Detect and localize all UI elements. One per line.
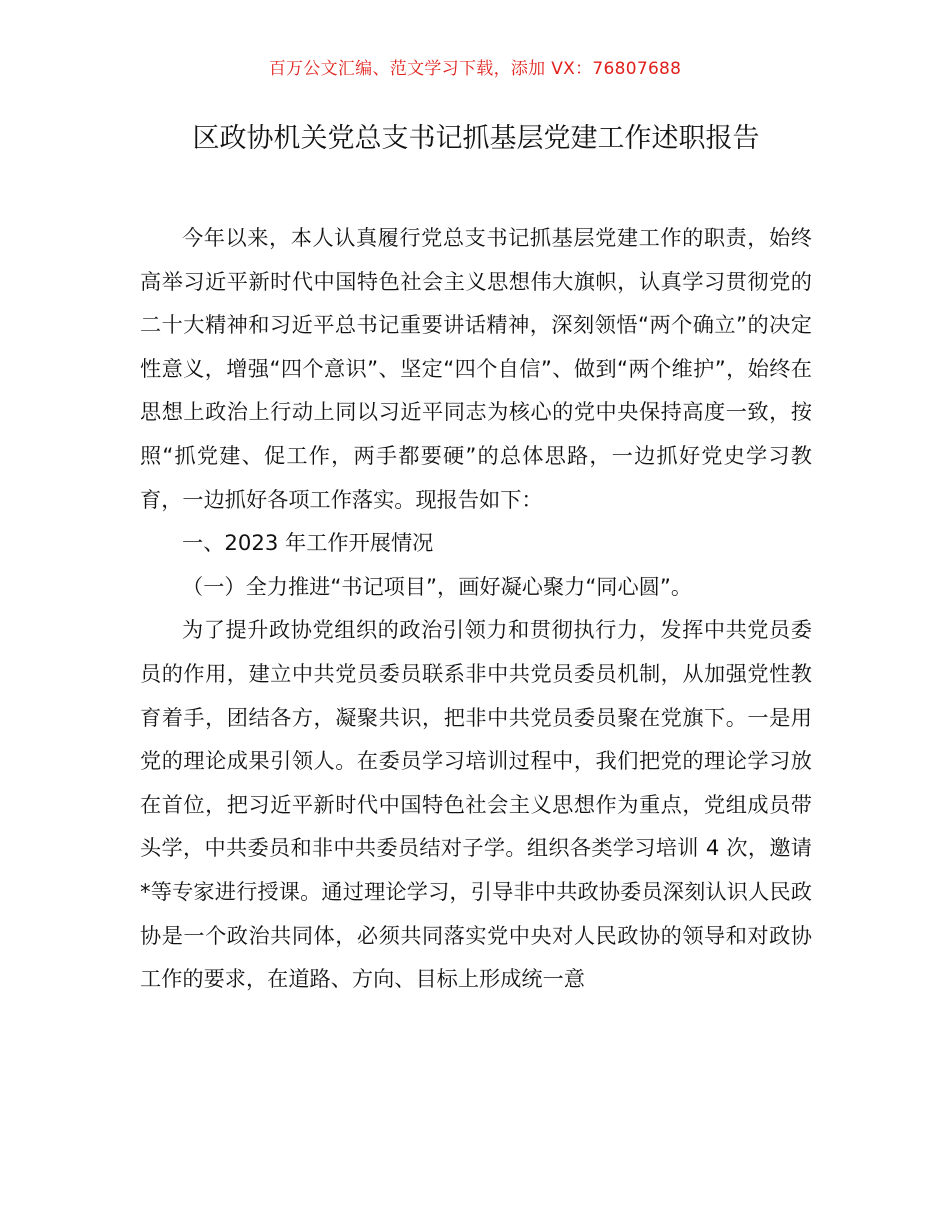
header-watermark-note: 百万公文汇编、范文学习下载，添加 VX：76807688 [268,59,682,79]
paragraph-body-1: 为了提升政协党组织的政治引领力和贯彻执行力，发挥中共党员委员的作用，建立中共党员委员联系非中共党员委员机制，从加强党性教育着手，团结各方，凝聚共识，把非中共党员委员聚在党旗下。一是用党的理论成果引领人。在委员学习培训过程中，我们把党的理论学习放在首位，把习近平新时代中国特色社会主义思想作为重点，党组成员带头学，中共委员和非中共委员结对子学。组织各类学习培训 4 次，邀请*等专家进行授课。通过理论学习，引导非中共政协委员深刻认识人民政协是一个政治共同体，必须共同落实党中央对人民政协的领导和对政协工作的要求，在道路、方向、目标上形成统一意 [140,617,812,992]
paragraph-intro: 今年以来，本人认真履行党总支书记抓基层党建工作的职责，始终高举习近平新时代中国特色社会主义思想伟大旗帜，认真学习贯彻党的二十大精神和习近平总书记重要讲话精神，深刻领悟“两个确立”的决定性意义，增强“四个意识”、坚定“四个自信”、做到“两个维护”，始终在思想上政治上行动上同以习近平同志为核心的党中央保持高度一致，按照“抓党建、促工作，两手都要硬”的总体思路，一边抓好党史学习教育，一边抓好各项工作落实。现报告如下： [140,225,812,512]
subsection-heading-1: （一）全力推进“书记项目”，画好凝心聚力“同心圆”。 [182,573,693,599]
document-body [140,216,812,1001]
document-title: 区政协机关党总支书记抓基层党建工作述职报告 [192,123,760,154]
section-heading-1: 一、2023 年工作开展情况 [182,530,434,556]
